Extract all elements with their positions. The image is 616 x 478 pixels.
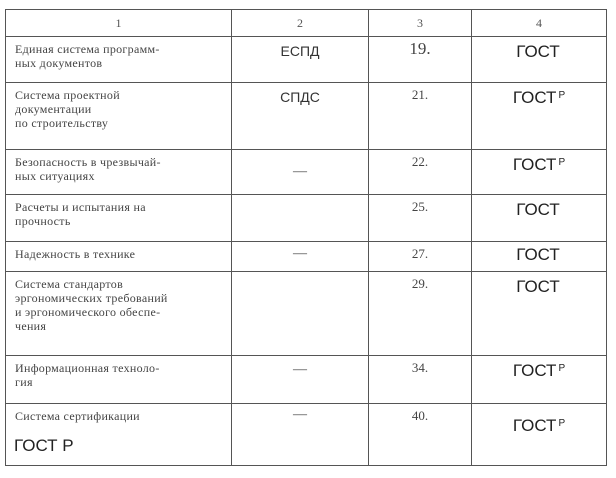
table-row [6,37,607,83]
abbreviation-cell [232,37,369,83]
standard-label: ГОСТ [512,88,557,107]
abbreviation: — [293,362,307,377]
standard-label: ГОСТ [516,42,560,61]
standard-label: ГОСТ [516,277,560,296]
class-number: 40. [411,408,429,423]
standard-label: ГОСТ [516,200,560,219]
class-number-cell [369,150,472,195]
system-name-cell [6,272,232,356]
system-name-cell [6,195,232,242]
abbreviation-cell [232,83,369,150]
class-number: 27. [411,246,429,261]
standard-symbol-large: ГОСТ Р [14,436,74,455]
class-number-cell [369,242,472,272]
standard-label: ГОСТ [512,155,557,174]
abbreviation [232,195,368,201]
class-number-cell [369,195,472,242]
system-name-cell [6,242,232,272]
system-name-cell [6,37,232,83]
class-number: 19. [409,39,431,58]
standard-suffix: Р [558,157,566,168]
class-number-cell [369,356,472,404]
class-number-cell [369,404,472,466]
standard-cell [472,272,607,356]
abbreviation: СПДС [280,89,320,105]
system-name: Единая система программ- ных документов [15,42,160,70]
standards-table [5,9,607,466]
table-row [6,272,607,356]
header-col-4: 4 [472,10,607,37]
class-number: 21. [411,87,429,102]
class-number: 29. [411,276,429,291]
system-name: Система стандартов эргономических требований и эргономического обеспе- чения [15,277,168,333]
system-name: Информационная техноло- гия [15,361,160,389]
standard-cell [472,404,607,466]
standard-label: ГОСТ [516,245,560,264]
system-name: Расчеты и испытания на прочность [15,200,146,228]
abbreviation-cell [232,404,369,466]
header-col-1: 1 [6,10,232,37]
abbreviation-cell [232,356,369,404]
abbreviation-cell [232,195,369,242]
table-row [6,242,607,272]
standard-symbol [472,37,606,62]
abbreviation-cell [232,272,369,356]
system-name: Надежность в технике [15,247,136,261]
standard-symbol [472,404,606,436]
standard-suffix: Р [558,363,566,374]
standard-cell [472,150,607,195]
system-name-cell [6,150,232,195]
system-name-cell [6,356,232,404]
table-row [6,195,607,242]
abbreviation: — [293,407,307,422]
standard-cell [472,37,607,83]
class-number: 34. [411,360,429,375]
abbreviation-cell [232,242,369,272]
standard-symbol [472,272,606,297]
system-name: Система сертификации [15,409,140,423]
table-row [6,356,607,404]
standard-suffix: Р [558,90,566,101]
standard-cell [472,195,607,242]
standard-cell [472,356,607,404]
abbreviation-cell [232,150,369,195]
header-col-2: 2 [232,10,369,37]
table-row [6,404,607,466]
system-name: Безопасность в чрезвычай- ных ситуациях [15,155,161,183]
standard-suffix: Р [558,418,566,429]
standard-symbol [472,150,606,175]
abbreviation: — [293,164,307,179]
standard-cell [472,83,607,150]
header-row [6,10,607,37]
abbreviation [232,272,368,278]
standard-symbol [472,195,606,220]
standard-symbol [472,83,606,108]
standard-label: ГОСТ [512,416,557,435]
header-col-3: 3 [369,10,472,37]
standard-label: ГОСТ [512,361,557,380]
class-number: 22. [411,154,429,169]
class-number: 25. [411,199,429,214]
class-number-cell [369,83,472,150]
class-number-cell [369,37,472,83]
system-name-cell [6,83,232,150]
system-name: Система проектной документации по строительству [15,88,120,130]
abbreviation: — [293,246,307,261]
standard-symbol [472,356,606,381]
class-number-cell [369,272,472,356]
table-row [6,83,607,150]
standard-symbol [472,242,606,265]
standard-cell [472,242,607,272]
system-name-cell [6,404,232,466]
table-row [6,150,607,195]
abbreviation: ЕСПД [280,43,320,59]
